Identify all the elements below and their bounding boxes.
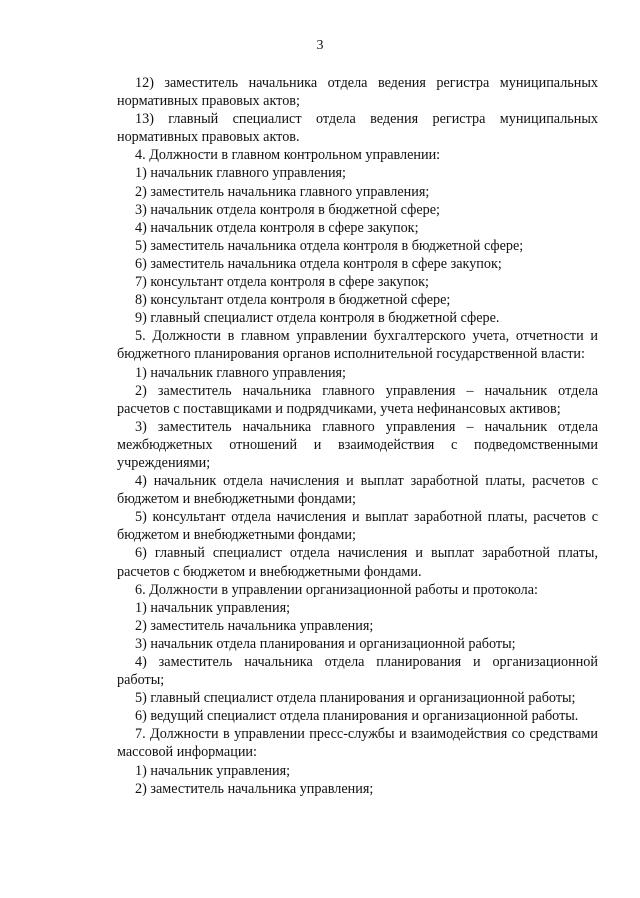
list-item: 2) заместитель начальника управления;	[135, 780, 374, 797]
list-item: 1) начальник главного управления;	[135, 165, 347, 182]
page-number: 3	[316, 38, 324, 53]
list-item: 5) консультант отдела начисления и выплат заработной платы, расчетов с бюджетом и внебюджетными фондами;	[117, 509, 598, 544]
list-item: 5) заместитель начальника отдела контроля в бюджетной сфере;	[135, 237, 524, 254]
paragraph-item-12: 12) заместитель начальника отдела ведения регистра муниципальных нормативных правовых актов;	[117, 75, 598, 110]
list-item: 5) главный специалист отдела планирования и организационной работы;	[135, 690, 576, 707]
list-item: 4) начальник отдела начисления и выплат заработной платы, расчетов с бюджетом и внебюджетными фондами;	[117, 473, 598, 508]
list-item: 3) начальник отдела контроля в бюджетной сфере;	[135, 201, 440, 218]
list-item: 6) главный специалист отдела начисления и выплат заработной платы, расчетов с бюджетом и внебюджетными фондами.	[117, 545, 598, 580]
list-item: 4) начальник отдела контроля в сфере закупок;	[135, 219, 419, 236]
section-heading-6: 6. Должности в управлении организационной работы и протокола:	[135, 581, 538, 598]
section-heading-7: 7. Должности в управлении пресс-службы и взаимодействия со средствами массовой информации:	[117, 726, 598, 761]
list-item: 4) заместитель начальника отдела планирования и организационной работы;	[117, 654, 598, 689]
list-item: 2) заместитель начальника главного управления – начальник отдела расчетов с поставщиками и подрядчиками, учета нефинансовых активов;	[117, 382, 598, 417]
list-item: 8) консультант отдела контроля в бюджетной сфере;	[135, 292, 451, 309]
section-heading-4: 4. Должности в главном контрольном управлении:	[135, 147, 441, 164]
section-heading-5: 5. Должности в главном управлении бухгалтерского учета, отчетности и бюджетного планирования органов исполнительной государственной власти:	[117, 328, 598, 363]
list-item: 2) заместитель начальника главного управления;	[135, 183, 430, 200]
list-item: 9) главный специалист отдела контроля в бюджетной сфере.	[135, 310, 500, 327]
list-item: 6) заместитель начальника отдела контроля в сфере закупок;	[135, 255, 502, 272]
list-item: 2) заместитель начальника управления;	[135, 617, 374, 634]
list-item: 6) ведущий специалист отдела планирования и организационной работы.	[135, 708, 579, 725]
list-item: 3) начальник отдела планирования и организационной работы;	[135, 635, 516, 652]
document-body	[117, 74, 598, 798]
list-item: 3) заместитель начальника главного управления – начальник отдела межбюджетных отношений и взаимодействия с подведомственными учреждениями;	[117, 418, 598, 471]
list-item: 1) начальник главного управления;	[135, 364, 347, 381]
list-item: 1) начальник управления;	[135, 599, 291, 616]
list-item: 1) начальник управления;	[135, 762, 291, 779]
list-item: 7) консультант отдела контроля в сфере закупок;	[135, 274, 429, 291]
paragraph-item-13: 13) главный специалист отдела ведения регистра муниципальных нормативных правовых актов.	[117, 111, 598, 146]
